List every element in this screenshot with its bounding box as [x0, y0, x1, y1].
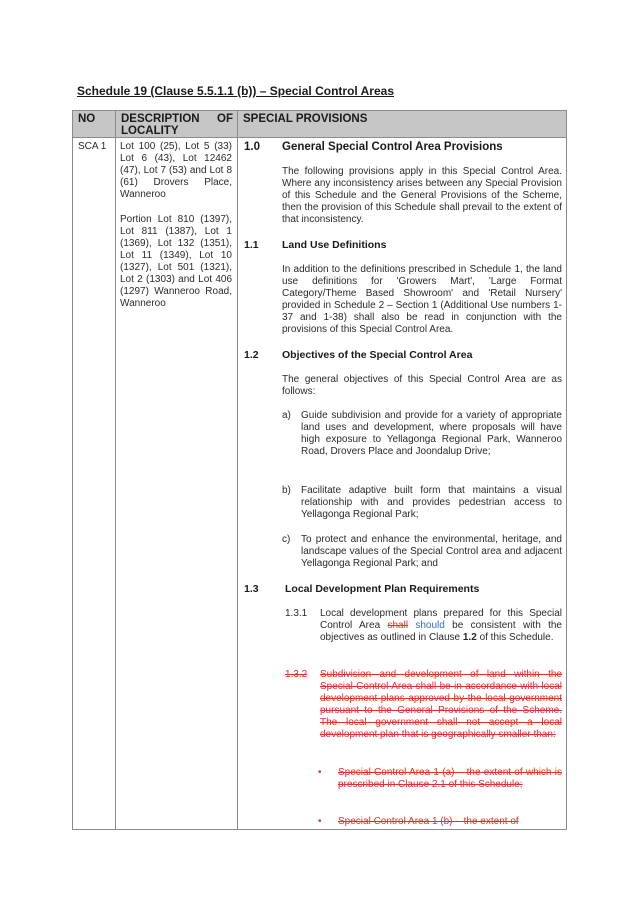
list-item: Guide subdivision and provide for a variety of appropriate land uses and development, where proposals will have high exposure to Yellagonga Regional Park, Wanneroo Road, Drovers Place and Joondalup Drive;: [301, 410, 562, 457]
subsection-number: 1.3.1: [285, 608, 308, 619]
inserted-text: should: [415, 620, 445, 631]
section-heading: Local Development Plan Requirements: [285, 583, 480, 595]
section-heading: General Special Control Area Provisions: [282, 141, 503, 153]
section-heading: Land Use Definitions: [282, 239, 387, 251]
list-item-label: b): [282, 485, 291, 496]
subsection-text: be consistent with the objectives as outlined in Clause: [320, 620, 562, 643]
subsection-text: of this Schedule.: [479, 632, 554, 643]
deleted-text: shall: [387, 620, 409, 631]
special-control-areas-table: [72, 110, 567, 830]
locality-text: Lot 100 (25), Lot 5 (33) Lot 6 (43), Lot 12462 (47), Lot 7 (53) and Lot 8 (61) Drovers Place, Wanneroo: [120, 141, 232, 200]
list-item-label: c): [282, 534, 291, 545]
section-paragraph: The following provisions apply in this Special Control Area. Where any inconsistency arises between any Special Provision of this Schedule and the General Provisions of the Scheme, then the provision of this Schedule shall prevail to the extent of that inconsistency.: [282, 166, 562, 225]
row-no: SCA 1: [78, 141, 107, 152]
subsection-number: 1.3.2: [285, 669, 308, 680]
header-description-text: DESCRIPTION OF LOCALITY: [121, 113, 233, 137]
section-paragraph: In addition to the definitions prescribed in Schedule 1, the land use definitions for 'Growers Mart', 'Large Format Category/Theme Based Showroom' and 'Retail Nursery' provided in Schedule 2 – Section 1 (Additional Use numbers 1-37 and 1-38) shall also be read in conjunction with the provisions of this Special Control Area.: [282, 264, 562, 335]
section-number: 1.3: [244, 583, 259, 595]
section-number: 1.0: [244, 141, 260, 153]
bullet-icon: •: [318, 767, 322, 778]
section-number: 1.1: [244, 239, 259, 251]
list-item: To protect and enhance the environmental, heritage, and landscape values of the Special Control area and adjacent Yellagonga Regional Park; and: [301, 534, 562, 569]
section-paragraph: The general objectives of this Special Control Area are as follows:: [282, 374, 562, 397]
bullet-item: Special Control Area 1 (a) – the extent of which is prescribed in Clause 2.1 of this Schedule;: [338, 767, 562, 790]
subsection-paragraph: Subdivision and development of land within the Special Control Area shall be in accordance with local development plans approved by the local government pursuant to the General Provisions of the Scheme. The local government shall not accept a local development plan that is geographically smaller than:: [320, 669, 562, 740]
section-heading: Objectives of the Special Control Area: [282, 349, 473, 361]
list-item-label: a): [282, 410, 291, 421]
page-title: Schedule 19 (Clause 5.5.1.1 (b)) – Special Control Areas: [77, 84, 394, 98]
header-no: NO: [78, 113, 96, 125]
subsection-text: Local development plans prepared for this Special Control Area: [320, 608, 562, 631]
header-description: [121, 113, 233, 137]
column-divider: [237, 111, 238, 829]
table-header: [73, 111, 566, 138]
column-divider: [115, 111, 116, 829]
section-number: 1.2: [244, 349, 259, 361]
subsection-paragraph: [320, 608, 562, 644]
header-provisions: SPECIAL PROVISIONS: [243, 113, 368, 125]
locality-text: Portion Lot 810 (1397), Lot 811 (1387), Lot 1 (1369), Lot 132 (1351), Lot 11 (1349), Lot 10 (1327), Lot 501 (1321), Lot 2 (1303) and Lot 406 (1297) Wanneroo Road, Wanneroo: [120, 214, 232, 309]
bullet-icon: •: [318, 816, 322, 827]
clause-reference: 1.2: [462, 632, 477, 643]
bullet-item: Special Control Area 1 (b) – the extent of: [338, 816, 519, 827]
list-item: Facilitate adaptive built form that maintains a visual relationship with and provides pedestrian access to Yellagonga Regional Park;: [301, 485, 562, 520]
